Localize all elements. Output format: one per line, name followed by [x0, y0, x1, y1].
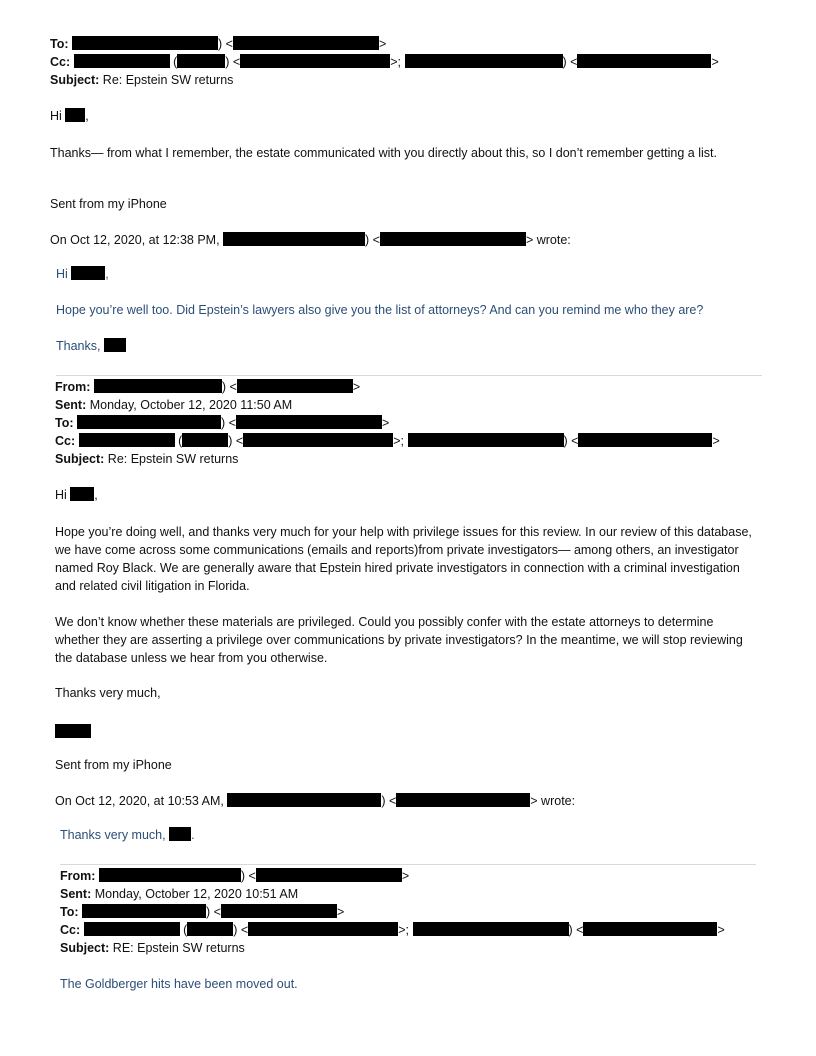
quote1-thanks [56, 338, 126, 355]
punct: >; [393, 434, 405, 448]
redaction [79, 433, 175, 447]
quote1-body: Hope you’re well too. Did Epstein’s lawyers also give you the list of attorneys? And can you remind me who they are? [56, 303, 704, 317]
wrote-text: > wrote: [530, 794, 576, 808]
redaction [248, 922, 398, 936]
sent-date: Monday, October 12, 2020 11:50 AM [89, 398, 293, 412]
email2-thanks: Thanks very much, [55, 686, 161, 700]
punct: ) < [562, 55, 578, 69]
email1-signoff: Sent from my iPhone [50, 197, 167, 211]
sent-label: Sent: [55, 398, 87, 412]
redaction [104, 338, 126, 352]
email3-sent-line [60, 886, 298, 903]
punct: ) < [381, 794, 397, 808]
email2-paragraph-2: We don’t know whether these materials are privileged. Could you possibly confer with the estate attorneys to determine whether they are asserting a privilege over communications by private investigators? In the meantime, we will stop reviewing the database unless we hear from you otherwise. [55, 615, 743, 665]
cc-label: Cc: [50, 55, 71, 69]
punct: > [712, 434, 720, 448]
cc-label: Cc: [60, 923, 81, 937]
redaction [243, 433, 393, 447]
thanks-text: Thanks very much, [60, 828, 166, 842]
punct: ( [183, 923, 188, 937]
from-label: From: [55, 380, 91, 394]
on-prefix: On Oct 12, 2020, at 10:53 AM, [55, 794, 224, 808]
greeting-text: Hi [56, 267, 68, 281]
divider [60, 864, 756, 865]
redaction [256, 868, 402, 882]
email2-on-wrote-line [55, 793, 575, 810]
punct: , [85, 109, 89, 123]
quote1-greeting [56, 266, 109, 283]
redaction [84, 922, 180, 936]
redaction [65, 108, 85, 122]
sent-date: Monday, October 12, 2020 10:51 AM [94, 887, 299, 901]
email2-from-line [55, 379, 360, 396]
punct: >; [398, 923, 410, 937]
email1-cc-line [50, 54, 719, 71]
sent-label: Sent: [60, 887, 92, 901]
email3-body: The Goldberger hits have been moved out. [60, 977, 298, 991]
redaction [71, 266, 105, 280]
subject-text: Re: Epstein SW returns [107, 452, 239, 466]
quote2-thanks [60, 827, 195, 844]
redaction [583, 922, 717, 936]
email2-sent-line [55, 397, 292, 414]
redaction [70, 487, 94, 501]
greeting-text: Hi [55, 488, 67, 502]
redaction [578, 433, 712, 447]
to-label: To: [55, 416, 74, 430]
redaction [240, 54, 390, 68]
redaction [405, 54, 563, 68]
punct: > [352, 380, 361, 394]
subject-label: Subject: [50, 73, 100, 87]
redaction [413, 922, 569, 936]
from-label: From: [60, 869, 96, 883]
redaction [74, 54, 170, 68]
redaction [236, 415, 382, 429]
to-label: To: [50, 37, 69, 51]
punct: ) < [228, 434, 244, 448]
redaction [82, 904, 206, 918]
email3-from-line [60, 868, 409, 885]
signature-redaction [55, 724, 91, 738]
email1-body: Thanks— from what I remember, the estate communicated with you directly about this, so I don’t remember getting a list. [50, 146, 717, 160]
redaction [99, 868, 241, 882]
redaction [396, 793, 530, 807]
subject-text: RE: Epstein SW returns [112, 941, 245, 955]
punct: > [711, 55, 719, 69]
email2-greeting [55, 487, 98, 504]
wrote-text: > wrote: [525, 233, 571, 247]
redaction [72, 36, 218, 50]
redaction [233, 36, 379, 50]
redaction [94, 379, 222, 393]
punct: ( [173, 55, 178, 69]
punct: >; [390, 55, 402, 69]
punct: , [94, 488, 98, 502]
to-label: To: [60, 905, 79, 919]
punct: . [191, 828, 195, 842]
punct: ) < [568, 923, 584, 937]
punct: ) < [233, 923, 249, 937]
redaction [223, 232, 365, 246]
divider [56, 375, 762, 376]
email1-subject-line [50, 72, 233, 89]
subject-label: Subject: [60, 941, 110, 955]
redaction [577, 54, 711, 68]
punct: ) < [206, 905, 221, 919]
email2-to-line [55, 415, 389, 432]
email2-cc-line [55, 433, 720, 450]
punct: ) < [240, 869, 256, 883]
email1-to-line [50, 36, 386, 53]
redaction [221, 904, 337, 918]
punct: > [378, 37, 387, 51]
redaction [187, 922, 233, 936]
cc-label: Cc: [55, 434, 76, 448]
email2-paragraph-1: Hope you’re doing well, and thanks very much for your help with privilege issues for this review. In our review of this database, we have come across some communications (emails and reports)from private investigators— among others, an investigator named Roy Black. We are generally aware that Epstein hired private investigators in connection with a criminal investigation and related civil litigation in Florida. [55, 525, 752, 593]
email2-subject-line [55, 451, 238, 468]
email3-subject-line [60, 940, 245, 957]
email3-to-line [60, 904, 344, 921]
punct: > [381, 416, 390, 430]
on-prefix: On Oct 12, 2020, at 12:38 PM, [50, 233, 220, 247]
email1-on-wrote-line [50, 232, 571, 249]
redaction [408, 433, 564, 447]
punct: > [717, 923, 725, 937]
greeting-text: Hi [50, 109, 62, 123]
redaction [169, 827, 191, 841]
punct: ) < [563, 434, 579, 448]
redaction [380, 232, 526, 246]
punct: ) < [221, 416, 236, 430]
punct: > [401, 869, 410, 883]
punct: ( [178, 434, 183, 448]
thanks-text: Thanks, [56, 339, 101, 353]
punct: , [105, 267, 109, 281]
subject-label: Subject: [55, 452, 105, 466]
punct: ) < [221, 380, 237, 394]
redaction [227, 793, 381, 807]
punct: ) < [225, 55, 241, 69]
email2-signoff: Sent from my iPhone [55, 758, 172, 772]
punct: ) < [218, 37, 233, 51]
punct: > [336, 905, 345, 919]
punct: ) < [365, 233, 380, 247]
redaction [237, 379, 353, 393]
email1-greeting [50, 108, 89, 125]
redaction [77, 415, 221, 429]
redaction [177, 54, 225, 68]
redaction [182, 433, 228, 447]
email3-cc-line [60, 922, 725, 939]
subject-text: Re: Epstein SW returns [102, 73, 234, 87]
